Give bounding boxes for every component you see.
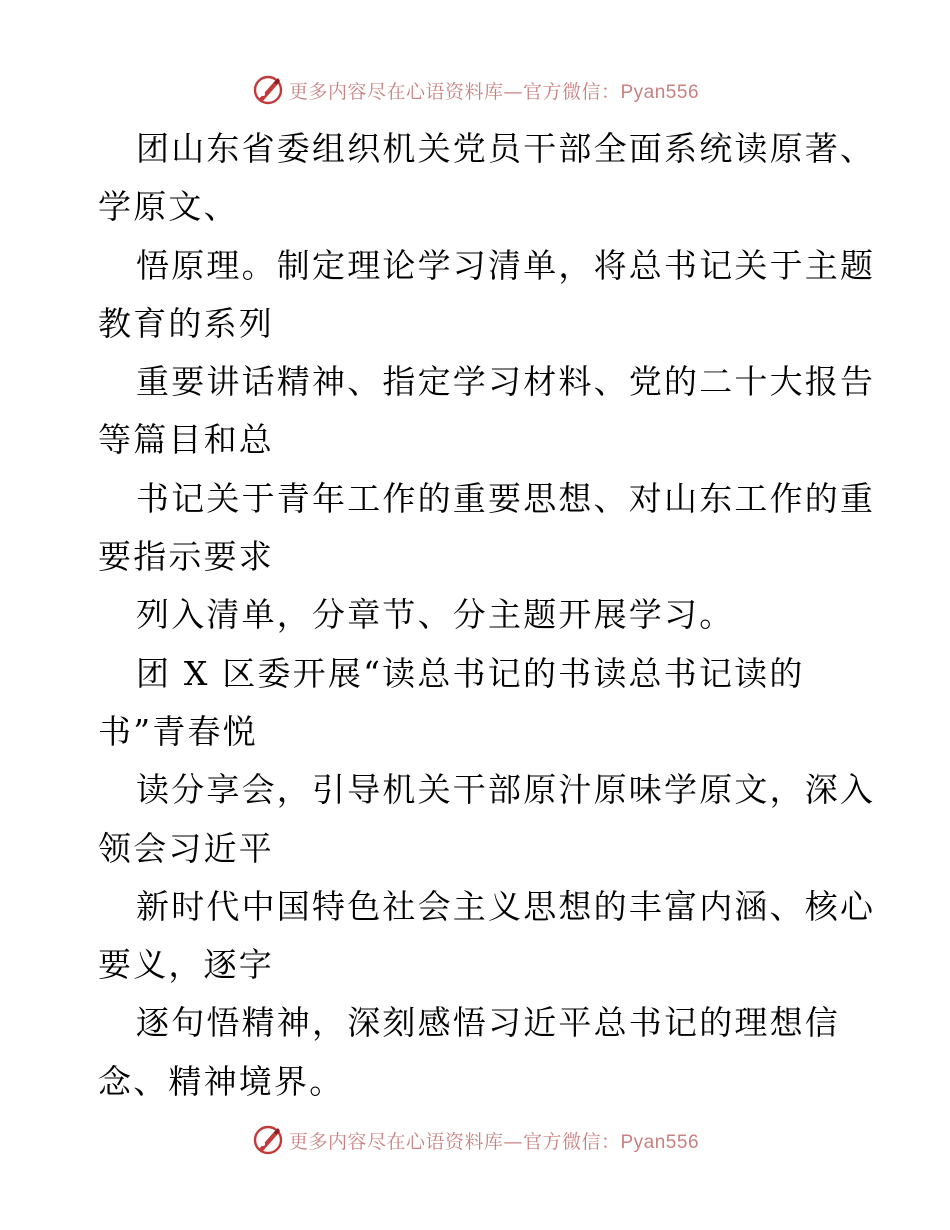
footer-watermark-text	[289, 1127, 699, 1154]
watermark-brand: 更多内容尽在心语资料库	[288, 1130, 504, 1153]
watermark-brand: 更多内容尽在心语资料库	[288, 80, 504, 103]
watermark-suffix: 官方微信：	[522, 1130, 621, 1153]
paragraph-line: 重要讲话精神、指定学习材料、党的二十大报告	[136, 362, 876, 402]
watermark-separator: —	[503, 80, 523, 103]
paragraph-line: 学原文、	[98, 187, 239, 227]
watermark-account: Pyan556	[620, 1131, 700, 1153]
watermark-account: Pyan556	[620, 81, 700, 103]
paragraph-line: 要义，逐字	[98, 945, 274, 985]
paragraph-line: 领会习近平	[98, 828, 274, 868]
paragraph-line: 团山东省委组织机关党员干部全面系统读原著、	[136, 129, 876, 168]
paragraph-line: 逐句悟精神，深刻感悟习近平总书记的理想信	[136, 1003, 840, 1043]
header-watermark-text	[289, 77, 699, 104]
paragraph-line: 新时代中国特色社会主义思想的丰富内涵、核心	[136, 886, 876, 926]
paragraph-line: 念、精神境界。	[98, 1061, 345, 1101]
paragraph-line: 列入清单，分章节、分主题开展学习。	[136, 595, 735, 635]
paragraph-line: 教育的系列	[98, 303, 274, 343]
paragraph-line: 读分享会，引导机关干部原汁原味学原文，深入	[136, 770, 876, 810]
paragraph-line: 悟原理。制定理论学习清单，将总书记关于主题	[136, 245, 876, 285]
watermark-suffix: 官方微信：	[522, 80, 621, 103]
watermark-separator: —	[503, 1130, 523, 1153]
pen-nib-seal-icon	[251, 1123, 285, 1157]
paragraph-line: 等篇目和总	[98, 420, 274, 460]
pen-nib-seal-icon	[251, 73, 285, 107]
paragraph-line: 要指示要求	[98, 537, 274, 577]
paragraph-line: 书”青春悦	[98, 711, 258, 751]
paragraph-line: 书记关于青年工作的重要思想、对山东工作的重	[136, 478, 876, 518]
paragraph-line: 团 X 区委开展“读总书记的书读总书记读的	[136, 653, 805, 693]
header-watermark-banner	[0, 70, 950, 110]
footer-watermark-banner	[0, 1120, 950, 1160]
document-body	[98, 120, 876, 1111]
